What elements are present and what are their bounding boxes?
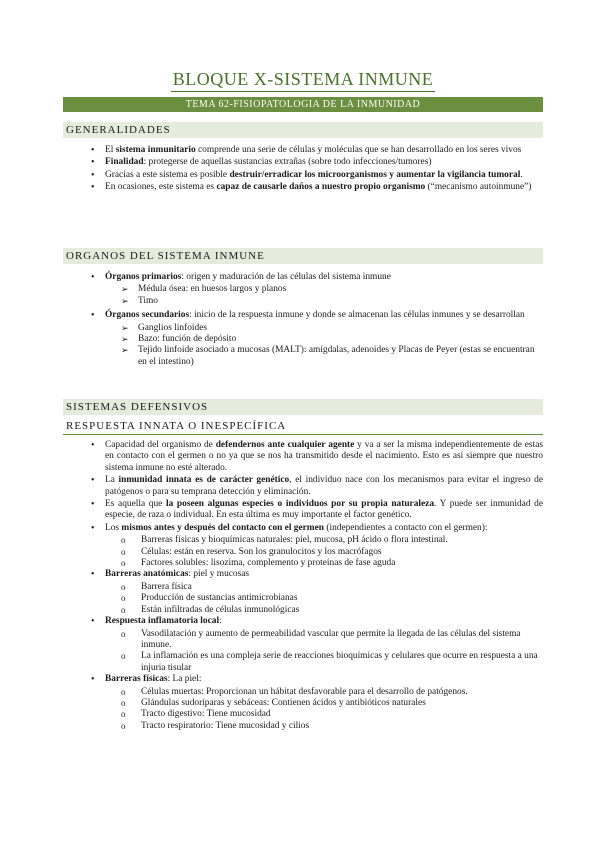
- subsection-divider: [63, 434, 543, 435]
- sub-list-item: o Vasodilatación y aumento de permeabilidad vascular que permite la llegada de las células del sistema inmune.: [63, 629, 543, 652]
- sub-list-item: o Producción de sustancias antimicrobianas: [63, 593, 543, 604]
- list-item: • Capacidad del organismo de defendernos ante cualquier agente y va a ser la misma independientemente de estas en contacto con el germen o no ya que se nos ha transmitido desde el nacimiento. Esto es así siempre que nuestro sistema inmune no esté alterado.: [63, 440, 543, 474]
- sub-list-item: ➢ Médula ósea: en huesos largos y planos: [63, 284, 543, 295]
- sub-list-item: o La inflamación es una compleja serie de reacciones bioquímicas y celulares que ocurre en respuesta a una injuria tisular: [63, 651, 543, 674]
- list-item: • Es aquella que la poseen algunas especies o individuos por su propia naturaleza. Y puede ser inmunidad de especie, de raza o individual. En esta última es muy importante el factor genético.: [63, 499, 543, 522]
- list-item: • En ocasiones, este sistema es capaz de causarle daños a nuestro propio organismo (“mecanismo autoinmune”): [63, 182, 543, 193]
- organos-list: [63, 272, 543, 368]
- sub-list-item: ➢ Bazo: función de depósito: [63, 334, 543, 345]
- sub-list-item: o Barreras físicas y bioquímicas naturales: piel, mucosa, pH ácido o flora intestinal.: [63, 535, 543, 546]
- sub-list-item: o Tracto respiratorio: Tiene mucosidad y cilios: [63, 721, 543, 732]
- list-item: • Finalidad: protegerse de aquellas sustancias extrañas (sobre todo infecciones/tumores): [63, 157, 543, 168]
- list-item: • La inmunidad innata es de carácter genético, el individuo nace con los mecanismos para evitar el ingreso de patógenos o para su temprana detección y eliminación.: [63, 475, 543, 498]
- list-item: • Órganos primarios: origen y maduración de las células del sistema inmune: [63, 272, 543, 283]
- list-item: • Órganos secundarios: inicio de la respuesta inmune y donde se almacenan las células inmunes y se desarrollan: [63, 310, 543, 321]
- sub-list-item: ➢ Timo: [63, 296, 543, 307]
- sub-list-item: o Factores solubles: lisozima, complemento y proteínas de fase aguda: [63, 558, 543, 569]
- sub-list-item: o Células muertas: Proporcionan un hábitat desfavorable para el desarrollo de patógenos.: [63, 687, 543, 698]
- sub-list-item: ➢ Tejido linfoide asociado a mucosas (MALT): amígdalas, adenoides y Placas de Peyer (estas se encuentran en el intestino): [63, 345, 543, 368]
- list-item: • Barreras anatómicas: piel y mucosas: [63, 569, 543, 580]
- list-item: • Barreras físicas: La piel:: [63, 674, 543, 685]
- list-item: • El sistema inmunitario comprende una serie de células y moléculas que se han desarrollado en los seres vivos: [63, 145, 543, 156]
- generalidades-list: [63, 145, 543, 195]
- list-item: • Gracias a este sistema es posible destruir/erradicar los microorganismos y aumentar la vigilancia tumoral.: [63, 170, 543, 181]
- sub-list-item: o Tracto digestivo: Tiene mucosidad: [63, 709, 543, 720]
- sub-list-item: o Barrera física: [63, 582, 543, 593]
- subsection-heading-respuesta-innata: RESPUESTA INNATA O INESPECÍFICA: [66, 420, 287, 432]
- sistemas-list: [63, 440, 543, 732]
- section-heading-organos: ORGANOS DEL SISTEMA INMUNE: [63, 248, 543, 264]
- topic-bar: TEMA 62-FISIOPATOLOGIA DE LA INMUNIDAD: [63, 97, 543, 112]
- document-title: BLOQUE X-SISTEMA INMUNE: [63, 69, 543, 90]
- sub-list-item: o Glándulas sudoríparas y sebáceas: Contienen ácidos y antibióticos naturales: [63, 698, 543, 709]
- sub-list-item: o Están infiltradas de células inmunológicas: [63, 605, 543, 616]
- list-item: • Respuesta inflamatoria local:: [63, 616, 543, 627]
- section-heading-generalidades: GENERALIDADES: [63, 122, 543, 138]
- section-heading-sistemas: SISTEMAS DEFENSIVOS: [63, 399, 543, 415]
- sub-list-item: o Células: están en reserva. Son los granulocitos y los macrófagos: [63, 547, 543, 558]
- sub-list-item: ➢ Ganglios linfoides: [63, 323, 543, 334]
- list-item: • Los mismos antes y después del contacto con el germen (independientes a contacto con el germen):: [63, 523, 543, 534]
